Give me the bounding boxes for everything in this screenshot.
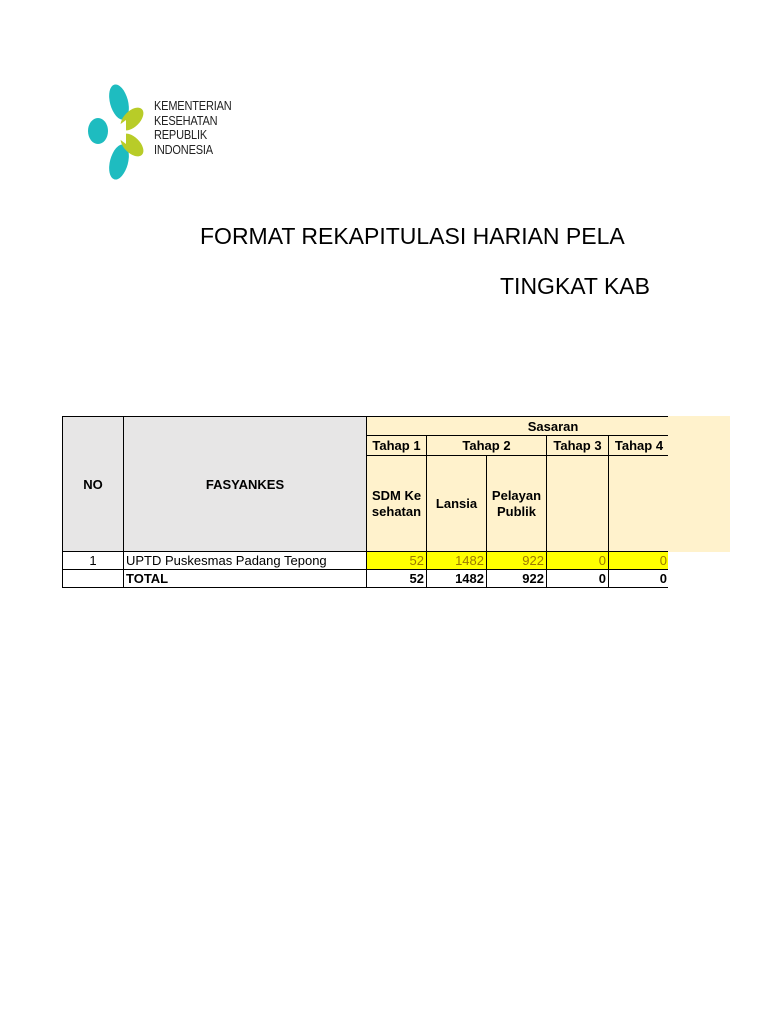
report-title: FORMAT REKAPITULASI HARIAN PELA xyxy=(200,223,625,249)
recap-table xyxy=(62,416,668,588)
header-lansia: Lansia xyxy=(427,456,487,552)
logo-line: KEMENTERIAN xyxy=(154,99,232,113)
total-row xyxy=(63,570,669,588)
header-tahap-3-sub xyxy=(547,456,609,552)
total-tahap4: 0 xyxy=(609,570,669,588)
header-sdm-kesehatan: SDM Kesehatan xyxy=(367,456,427,552)
header-no: NO xyxy=(63,417,124,552)
header-tahap-2: Tahap 2 xyxy=(427,436,547,456)
row-no: 1 xyxy=(63,552,124,570)
logo-line: REPUBLIK xyxy=(154,128,208,142)
header-tahap-4: Tahap 4 xyxy=(609,436,669,456)
logo-line: KESEHATAN xyxy=(154,113,218,128)
header-pelayan-publik: Pelayan Publik xyxy=(487,456,547,552)
header-sasaran: Sasaran xyxy=(367,417,669,436)
row-sdm-value[interactable]: 52 xyxy=(367,552,427,570)
total-tahap3: 0 xyxy=(547,570,609,588)
row-pelayan-value[interactable]: 922 xyxy=(487,552,547,570)
row-tahap4-value[interactable]: 0 xyxy=(609,552,669,570)
header-fill-overflow xyxy=(668,416,730,552)
row-fasyankes: UPTD Puskesmas Padang Tepong xyxy=(124,552,367,570)
report-subtitle: TINGKAT KAB xyxy=(500,273,650,299)
header-tahap-3: Tahap 3 xyxy=(547,436,609,456)
header-fasyankes: FASYANKES xyxy=(124,417,367,552)
total-no xyxy=(63,570,124,588)
total-pelayan: 922 xyxy=(487,570,547,588)
total-sdm: 52 xyxy=(367,570,427,588)
row-lansia-value[interactable]: 1482 xyxy=(427,552,487,570)
table-row xyxy=(63,552,669,570)
logo-line: INDONESIA xyxy=(154,142,213,157)
total-label: TOTAL xyxy=(124,570,367,588)
header-tahap-4-sub xyxy=(609,456,669,552)
total-lansia: 1482 xyxy=(427,570,487,588)
row-tahap3-value[interactable]: 0 xyxy=(547,552,609,570)
header-tahap-1: Tahap 1 xyxy=(367,436,427,456)
